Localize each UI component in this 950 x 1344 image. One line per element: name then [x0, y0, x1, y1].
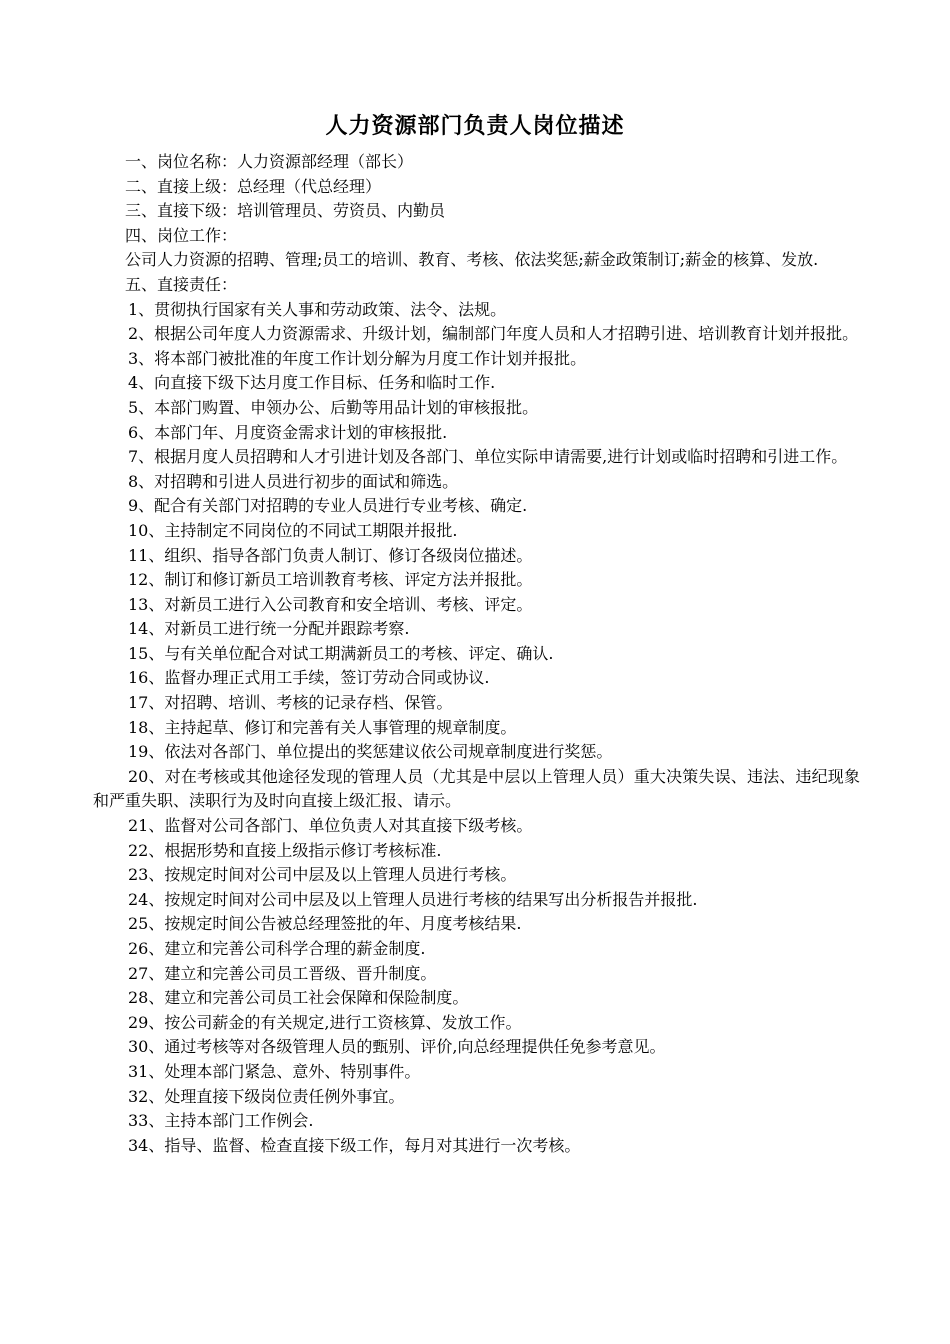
duty-item: 13、对新员工进行入公司教育和安全培训、考核、评定。	[128, 594, 533, 614]
document-title: 人力资源部门负责人岗位描述	[325, 113, 625, 139]
duty-item: 16、监督办理正式用工手续，签订劳动合同或协议.	[128, 668, 490, 688]
duty-item: 2、根据公司年度人力资源需求、升级计划，编制部门年度人员和人才招聘引进、培训教育计划并报批。	[128, 324, 859, 344]
duty-item: 27、建立和完善公司员工晋级、晋升制度。	[128, 963, 437, 983]
duty-item: 20、对在考核或其他途径发现的管理人员（尤其是中层以上管理人员）重大决策失误、违法、违纪现象和严重失职、渎职行为及时向直接上级汇报、请示。	[93, 766, 860, 811]
duty-item: 19、依法对各部门、单位提出的奖惩建议依公司规章制度进行奖惩。	[128, 742, 613, 762]
work-description: 公司人力资源的招聘、管理;员工的培训、教育、考核、依法奖惩;薪金政策制订;薪金的核算、发放.	[125, 250, 819, 270]
duty-item: 34、指导、监督、检查直接下级工作，每月对其进行一次考核。	[128, 1135, 581, 1155]
duty-item: 4、向直接下级下达月度工作目标、任务和临时工作.	[128, 373, 496, 393]
duty-item: 33、主持本部门工作例会.	[128, 1111, 314, 1131]
duty-item: 24、按规定时间对公司中层及以上管理人员进行考核的结果写出分析报告并报批.	[128, 889, 698, 909]
duty-item: 7、根据月度人员招聘和人才引进计划及各部门、单位实际申请需要,进行计划或临时招聘和引进工作。	[128, 447, 848, 467]
duty-item: 17、对招聘、培训、考核的记录存档、保管。	[128, 693, 453, 713]
section-direct-subordinates: 三、直接下级：培训管理员、劳资员、内勤员	[125, 201, 446, 221]
duty-item: 12、制订和修订新员工培训教育考核、评定方法并报批。	[128, 570, 533, 590]
duty-item: 10、主持制定不同岗位的不同试工期限并报批.	[128, 520, 458, 540]
section-direct-superior: 二、直接上级：总经理（代总经理）	[125, 176, 382, 196]
duty-list	[93, 298, 860, 1159]
duty-item: 30、通过考核等对各级管理人员的甄别、评价,向总经理提供任免参考意见。	[128, 1037, 666, 1057]
section-direct-responsibilities: 五、直接责任：	[125, 274, 238, 294]
duty-item: 26、建立和完善公司科学合理的薪金制度.	[128, 939, 426, 958]
duty-item: 31、处理本部门紧急、意外、特别事件。	[128, 1061, 421, 1081]
duty-item: 5、本部门购置、申领办公、后勤等用品计划的审核报批。	[128, 397, 539, 417]
document-body	[93, 150, 860, 1158]
duty-item: 32、处理直接下级岗位责任例外事宜。	[128, 1086, 405, 1106]
section-position-work: 四、岗位工作：	[125, 225, 238, 245]
duty-item: 29、按公司薪金的有关规定,进行工资核算、发放工作。	[128, 1012, 522, 1032]
duty-item: 14、对新员工进行统一分配并跟踪考察.	[128, 619, 410, 639]
duty-item: 1、贯彻执行国家有关人事和劳动政策、法令、法规。	[128, 299, 507, 319]
duty-item: 25、按规定时间公告被总经理签批的年、月度考核结果.	[128, 914, 522, 934]
duty-item: 9、配合有关部门对招聘的专业人员进行专业考核、确定.	[128, 496, 528, 516]
duty-item: 15、与有关单位配合对试工期满新员工的考核、评定、确认.	[128, 643, 554, 663]
duty-item: 21、监督对公司各部门、单位负责人对其直接下级考核。	[128, 816, 533, 836]
duty-item: 22、根据形势和直接上级指示修订考核标准.	[128, 840, 442, 860]
duty-item: 8、对招聘和引进人员进行初步的面试和筛选。	[128, 471, 459, 491]
duty-item: 23、按规定时间对公司中层及以上管理人员进行考核。	[128, 865, 517, 885]
duty-item: 28、建立和完善公司员工社会保障和保险制度。	[128, 988, 469, 1008]
duty-item: 18、主持起草、修订和完善有关人事管理的规章制度。	[128, 717, 517, 737]
duty-item: 11、组织、指导各部门负责人制订、修订各级岗位描述。	[128, 545, 533, 565]
duty-item: 3、将本部门被批准的年度工作计划分解为月度工作计划并报批。	[128, 348, 587, 368]
section-position-name: 一、岗位名称：人力资源部经理（部长）	[125, 152, 414, 171]
duty-item: 6、本部门年、月度资金需求计划的审核报批.	[128, 422, 448, 442]
